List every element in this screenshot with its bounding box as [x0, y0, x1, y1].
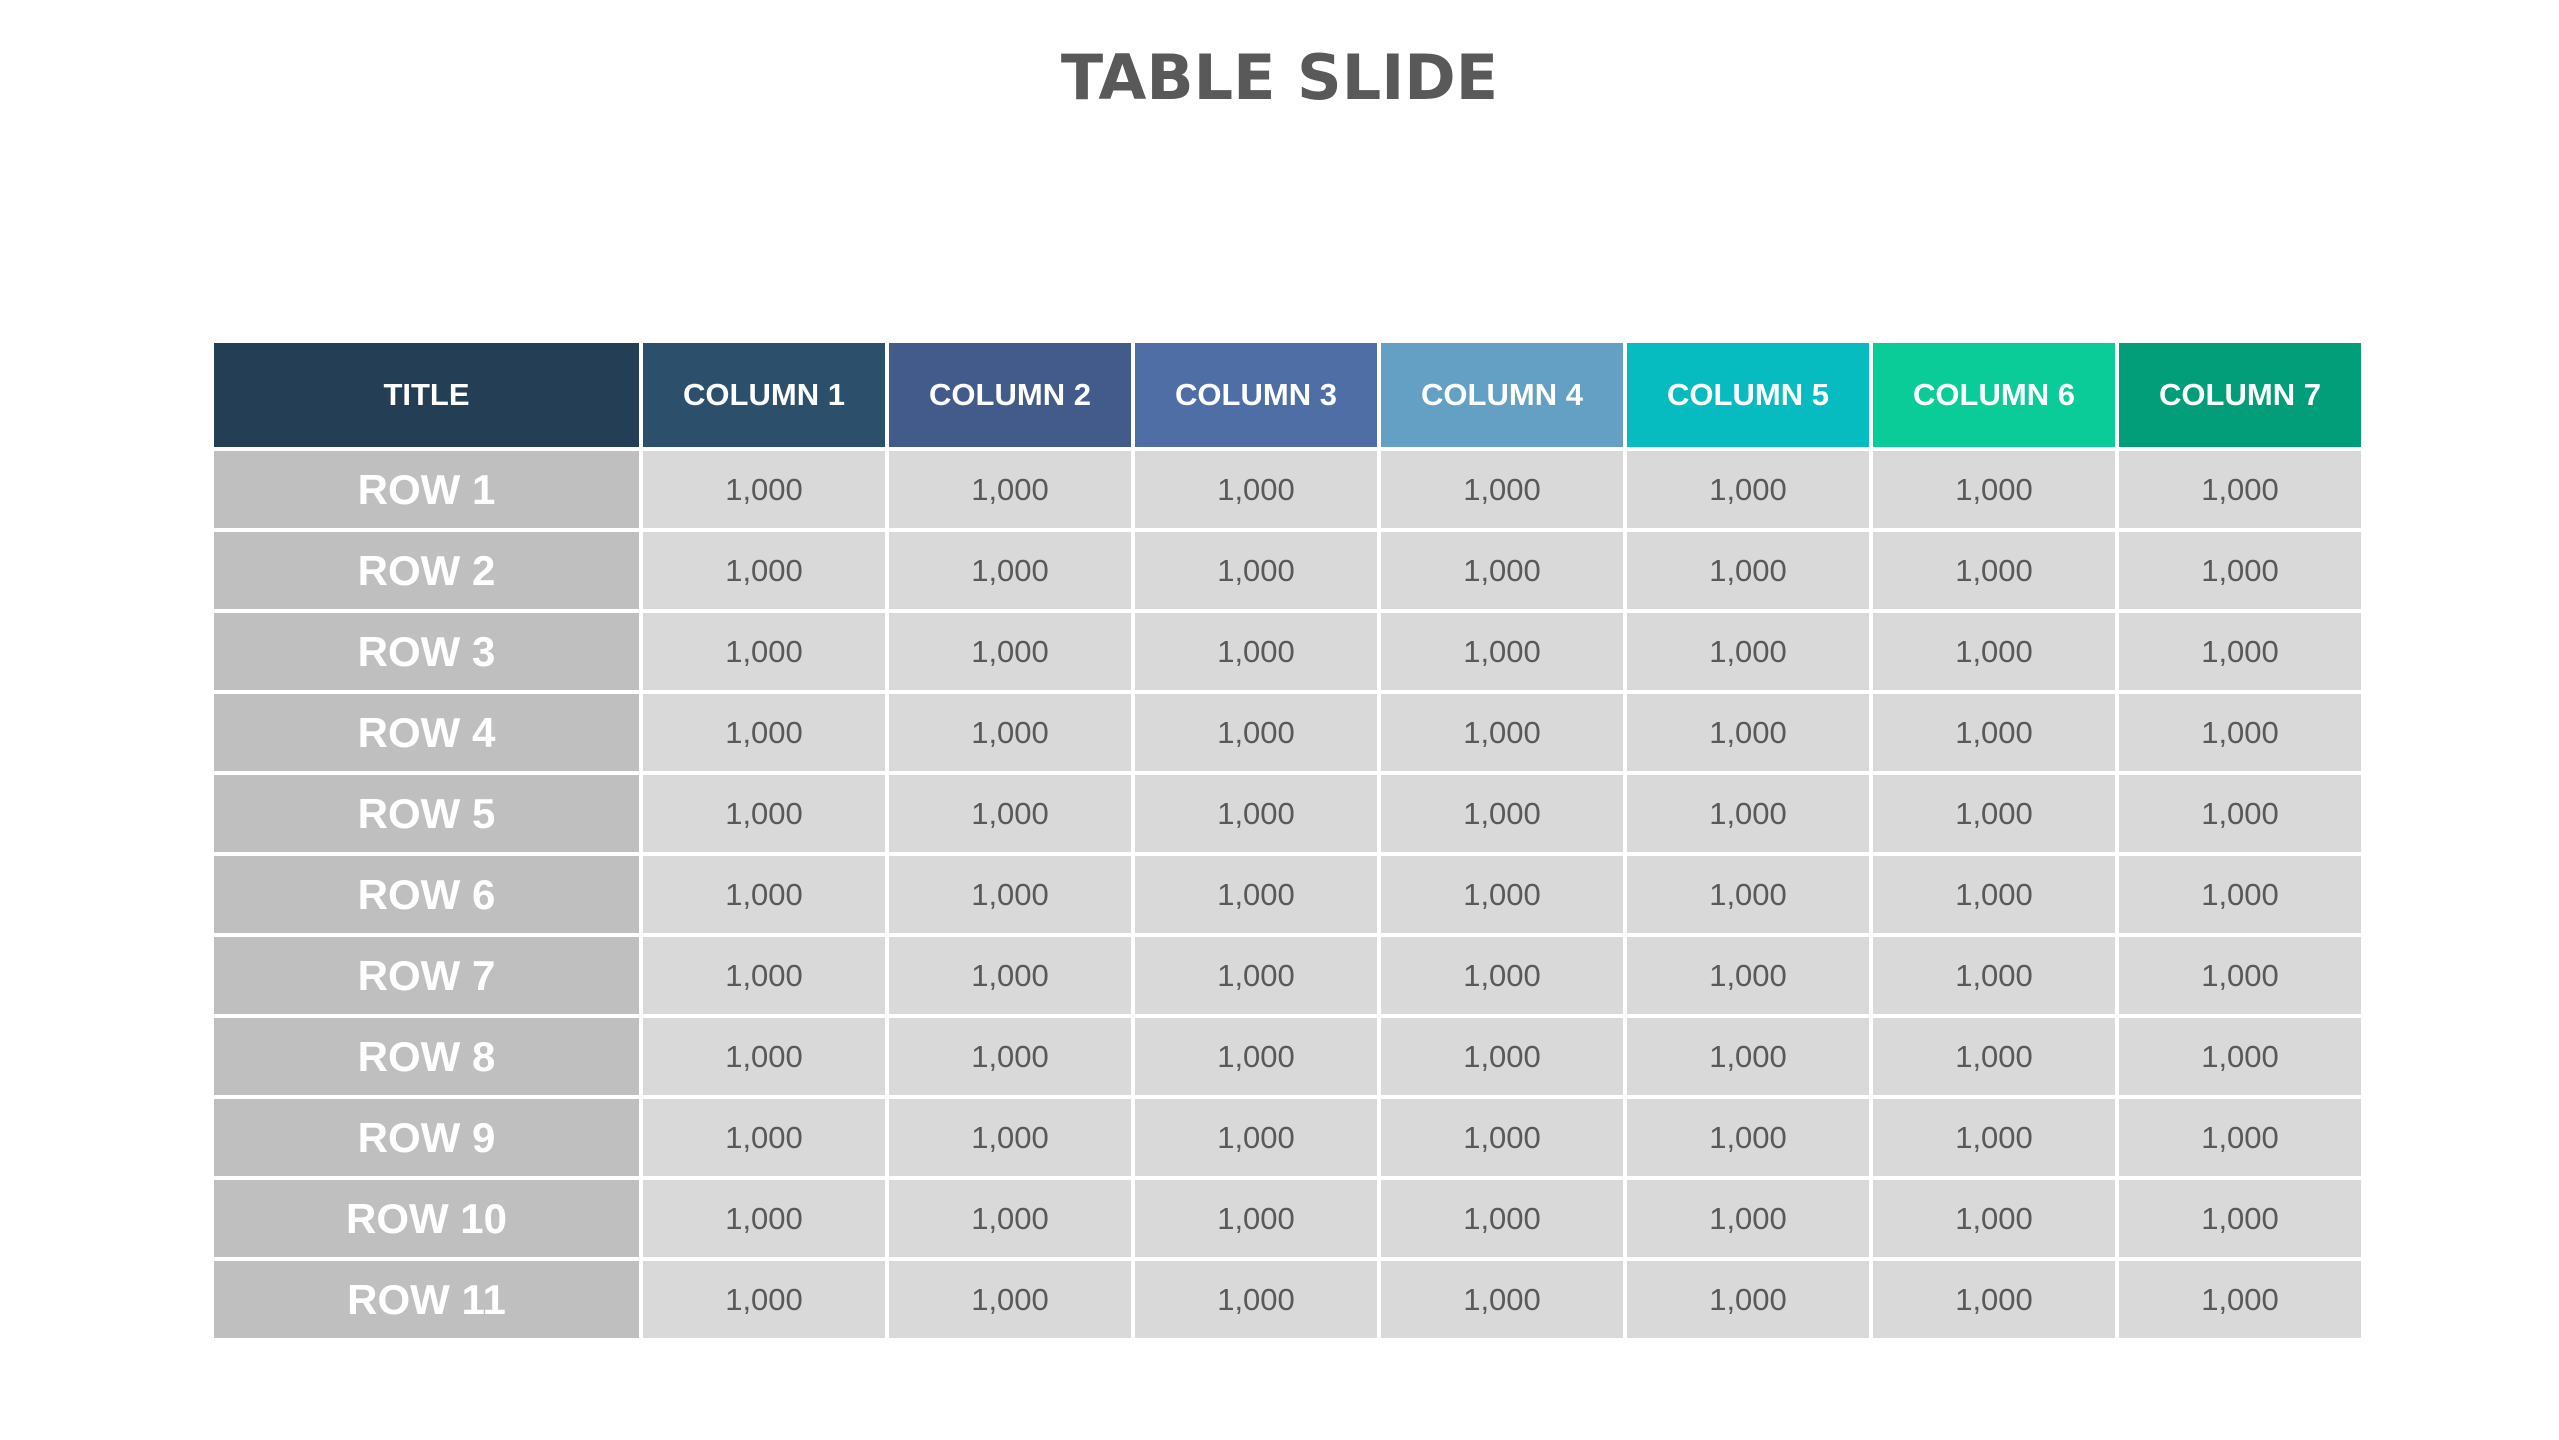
table-cell: 1,000	[1627, 856, 1869, 933]
table-cell: 1,000	[643, 613, 885, 690]
table-cell: 1,000	[1135, 1261, 1377, 1338]
table-cell: 1,000	[2119, 856, 2361, 933]
table-cell: 1,000	[1381, 1099, 1623, 1176]
table-cell: 1,000	[889, 613, 1131, 690]
table-cell: 1,000	[1135, 532, 1377, 609]
table-cell: 1,000	[889, 694, 1131, 771]
table-cell: 1,000	[1135, 1180, 1377, 1257]
column-header-1: COLUMN 1	[643, 343, 885, 447]
table-cell: 1,000	[2119, 775, 2361, 852]
table-cell: 1,000	[889, 532, 1131, 609]
table-cell: 1,000	[889, 451, 1131, 528]
table-cell: 1,000	[889, 775, 1131, 852]
table-cell: 1,000	[889, 1099, 1131, 1176]
row-label: ROW 10	[214, 1180, 639, 1257]
table-cell: 1,000	[643, 451, 885, 528]
row-label: ROW 1	[214, 451, 639, 528]
table-cell: 1,000	[2119, 613, 2361, 690]
table-cell: 1,000	[1873, 856, 2115, 933]
table-row	[214, 775, 2361, 852]
table-cell: 1,000	[1381, 856, 1623, 933]
table-cell: 1,000	[1627, 1180, 1869, 1257]
table-cell: 1,000	[1873, 694, 2115, 771]
table-cell: 1,000	[1627, 775, 1869, 852]
column-header-5: COLUMN 5	[1627, 343, 1869, 447]
table-cell: 1,000	[1873, 1099, 2115, 1176]
table-row	[214, 1018, 2361, 1095]
table-cell: 1,000	[1627, 451, 1869, 528]
title-header-cell: TITLE	[214, 343, 639, 447]
table-cell: 1,000	[1381, 613, 1623, 690]
table-cell: 1,000	[643, 1261, 885, 1338]
table-cell: 1,000	[1135, 613, 1377, 690]
row-label: ROW 3	[214, 613, 639, 690]
table-row	[214, 451, 2361, 528]
table-cell: 1,000	[1135, 694, 1377, 771]
table-row	[214, 937, 2361, 1014]
table-cell: 1,000	[2119, 1099, 2361, 1176]
table-row	[214, 694, 2361, 771]
row-label: ROW 11	[214, 1261, 639, 1338]
table-cell: 1,000	[2119, 937, 2361, 1014]
table-cell: 1,000	[1381, 1018, 1623, 1095]
row-label: ROW 9	[214, 1099, 639, 1176]
row-label: ROW 4	[214, 694, 639, 771]
table-cell: 1,000	[1873, 775, 2115, 852]
table-cell: 1,000	[889, 937, 1131, 1014]
table-cell: 1,000	[643, 532, 885, 609]
column-header-3: COLUMN 3	[1135, 343, 1377, 447]
table-cell: 1,000	[889, 1180, 1131, 1257]
table-row	[214, 1180, 2361, 1257]
table-cell: 1,000	[1627, 694, 1869, 771]
table-cell: 1,000	[1873, 451, 2115, 528]
table-cell: 1,000	[1627, 1261, 1869, 1338]
table-cell: 1,000	[643, 775, 885, 852]
table-cell: 1,000	[1135, 1018, 1377, 1095]
table-cell: 1,000	[1135, 1099, 1377, 1176]
row-label: ROW 8	[214, 1018, 639, 1095]
table-cell: 1,000	[1381, 775, 1623, 852]
table-cell: 1,000	[1627, 1099, 1869, 1176]
table-row	[214, 1261, 2361, 1338]
table-cell: 1,000	[1873, 1261, 2115, 1338]
table-cell: 1,000	[2119, 532, 2361, 609]
table-cell: 1,000	[2119, 451, 2361, 528]
table-cell: 1,000	[2119, 1018, 2361, 1095]
table-cell: 1,000	[1381, 532, 1623, 609]
table-cell: 1,000	[1873, 613, 2115, 690]
table-cell: 1,000	[1873, 937, 2115, 1014]
table-cell: 1,000	[1135, 451, 1377, 528]
data-table	[210, 339, 2365, 1342]
table-cell: 1,000	[2119, 694, 2361, 771]
table-cell: 1,000	[1873, 532, 2115, 609]
table-cell: 1,000	[2119, 1180, 2361, 1257]
slide-title: TABLE SLIDE	[1060, 41, 1499, 114]
table-body	[214, 451, 2361, 1338]
table-row	[214, 613, 2361, 690]
column-header-6: COLUMN 6	[1873, 343, 2115, 447]
table-cell: 1,000	[889, 1261, 1131, 1338]
table-cell: 1,000	[1381, 937, 1623, 1014]
table-cell: 1,000	[1381, 1180, 1623, 1257]
table-cell: 1,000	[2119, 1261, 2361, 1338]
table-row	[214, 1099, 2361, 1176]
table-cell: 1,000	[1135, 937, 1377, 1014]
row-label: ROW 6	[214, 856, 639, 933]
table-cell: 1,000	[643, 937, 885, 1014]
table-cell: 1,000	[1627, 532, 1869, 609]
row-label: ROW 2	[214, 532, 639, 609]
row-label: ROW 7	[214, 937, 639, 1014]
table-cell: 1,000	[1627, 613, 1869, 690]
column-header-7: COLUMN 7	[2119, 343, 2361, 447]
table-cell: 1,000	[1381, 1261, 1623, 1338]
column-header-2: COLUMN 2	[889, 343, 1131, 447]
table-cell: 1,000	[889, 1018, 1131, 1095]
table-cell: 1,000	[643, 1018, 885, 1095]
table-cell: 1,000	[1381, 694, 1623, 771]
row-label: ROW 5	[214, 775, 639, 852]
table-cell: 1,000	[1381, 451, 1623, 528]
table-row	[214, 532, 2361, 609]
table-cell: 1,000	[643, 856, 885, 933]
table-cell: 1,000	[1873, 1180, 2115, 1257]
table-row	[214, 856, 2361, 933]
table-cell: 1,000	[1135, 856, 1377, 933]
table-cell: 1,000	[643, 1099, 885, 1176]
table-cell: 1,000	[1627, 1018, 1869, 1095]
table-cell: 1,000	[889, 856, 1131, 933]
table-cell: 1,000	[1873, 1018, 2115, 1095]
table-cell: 1,000	[643, 1180, 885, 1257]
table-cell: 1,000	[1135, 775, 1377, 852]
table-header-row	[214, 343, 2361, 447]
column-header-4: COLUMN 4	[1381, 343, 1623, 447]
table-cell: 1,000	[1627, 937, 1869, 1014]
table-cell: 1,000	[643, 694, 885, 771]
